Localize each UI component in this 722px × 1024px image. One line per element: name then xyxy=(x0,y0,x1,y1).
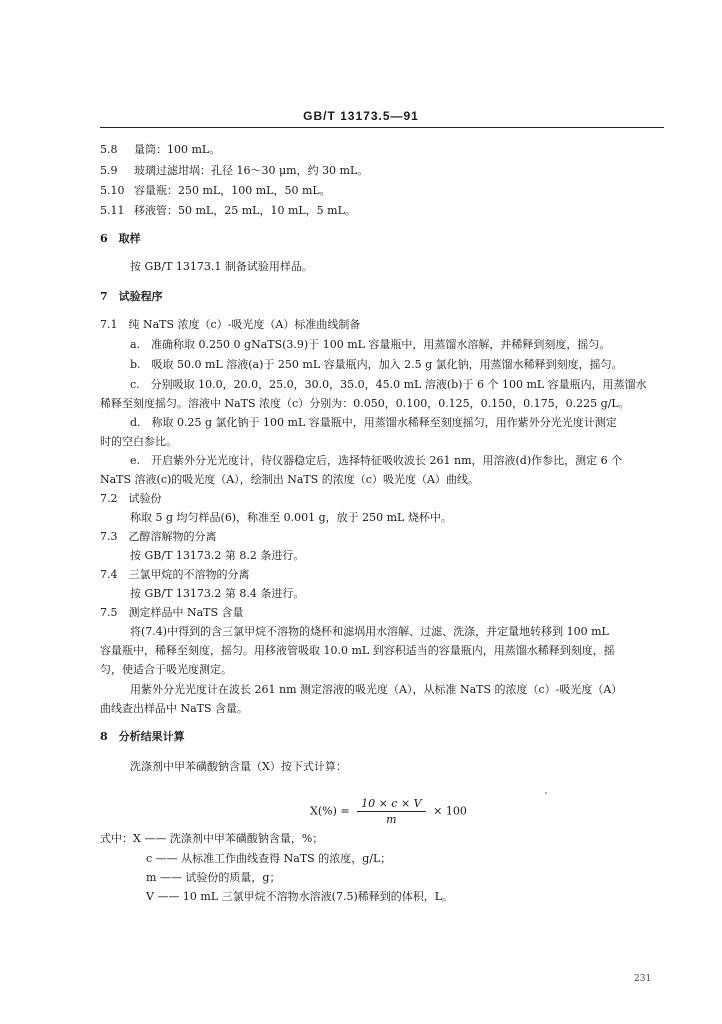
variable-definition: 式中：X —— 洗涤剂中甲苯磺酸钠含量，%； xyxy=(100,832,324,845)
paragraph-line: 匀，使适合于吸光度测定。 xyxy=(100,663,232,676)
variable-definition: V —— 10 mL 三氯甲烷不溶物水溶液(7.5)稀释到的体积，L。 xyxy=(146,890,454,903)
section-7-heading: 7 试验程序 xyxy=(100,290,163,303)
step-b: b. 吸取 50.0 mL 溶液(a)于 250 mL 容量瓶内，加入 2.5 g 氯化钠，用蒸馏水稀释到刻度，摇匀。 xyxy=(130,358,623,371)
list-item: 5.8 量筒：100 mL。 xyxy=(100,143,221,156)
subsection-7-2-body: 称取 5 g 均匀样品(6)，称准至 0.001 g，放于 250 mL 烧杯中。 xyxy=(130,511,452,524)
list-item: 5.9 玻璃过滤坩埚：孔径 16～30 μm，约 30 mL。 xyxy=(100,164,369,177)
step-e-line-2: NaTS 溶液(c)的吸光度（A），绘制出 NaTS 的浓度（c）吸光度（A）曲线。 xyxy=(100,473,479,486)
step-c-line-1: c. 分别吸取 10.0，20.0，25.0，30.0，35.0，45.0 mL 溶液(b)于 6 个 100 mL 容量瓶内，用蒸馏水 xyxy=(130,378,647,391)
list-item: 5.10 容量瓶：250 mL，100 mL，50 mL。 xyxy=(100,184,331,197)
paragraph-line: 曲线查出样品中 NaTS 含量。 xyxy=(100,702,249,715)
subsection-7-2-title: 7.2 试验份 xyxy=(100,492,162,505)
formula-rhs: × 100 xyxy=(433,804,467,818)
section-6-body: 按 GB/T 13173.1 制备试验用样品。 xyxy=(130,260,313,273)
paragraph-line: 将(7.4)中得到的含三氯甲烷不溶物的烧杯和滤埚用水溶解、过滤、洗涤，并定量地转移到 100 mL xyxy=(130,625,609,638)
step-e-line-1: e. 开启紫外分光光度计，待仪器稳定后，选择特征吸收波长 261 nm，用溶液(d)作参比，测定 6 个 xyxy=(130,454,623,467)
subsection-7-4-body: 按 GB/T 13173.2 第 8.4 条进行。 xyxy=(130,587,305,600)
formula-lhs: X(%) = xyxy=(310,804,350,818)
step-d-line-1: d. 称取 0.25 g 氯化钠于 100 mL 容量瓶中，用蒸馏水稀释至刻度摇匀，用作紫外分光光度计测定 xyxy=(130,416,617,429)
paragraph-line: 用紫外分光光度计在波长 261 nm 测定溶液的吸光度（A），从标准 NaTS 的浓度（c）-吸光度（A） xyxy=(130,683,623,696)
section-8-intro: 洗涤剂中甲苯磺酸钠含量（X）按下式计算： xyxy=(130,760,347,773)
subsection-7-4-title: 7.4 三氯甲烷的不溶物的分离 xyxy=(100,568,250,581)
variable-definition: c —— 从标准工作曲线查得 NaTS 的浓度，g/L； xyxy=(146,852,392,865)
page-number: 231 xyxy=(634,974,652,984)
step-a: a. 准确称取 0.250 0 gNaTS(3.9)于 100 mL 容量瓶中，用蒸馏水溶解，并稀释到刻度，摇匀。 xyxy=(130,338,611,351)
formula xyxy=(310,797,467,826)
scan-speck xyxy=(545,792,547,794)
step-c-line-2: 稀释至刻度摇匀。溶液中 NaTS 浓度（c）分别为：0.050，0.100，0.125，0.150，0.175，0.225 g/L。 xyxy=(100,397,630,410)
variable-definition: m —— 试验份的质量，g； xyxy=(146,871,281,884)
subsection-7-1-title: 7.1 纯 NaTS 浓度（c）-吸光度（A）标准曲线制备 xyxy=(100,318,361,331)
header-rule xyxy=(100,127,664,128)
formula-numerator: 10 × c × V xyxy=(357,797,426,812)
paragraph-line: 容量瓶中，稀释至刻度，摇匀。用移液管吸取 10.0 mL 到容积适当的容量瓶内，用蒸馏水稀释到刻度，摇 xyxy=(100,644,615,657)
subsection-7-5-title: 7.5 测定样品中 NaTS 含量 xyxy=(100,606,244,619)
formula-denominator: m xyxy=(386,813,397,826)
subsection-7-3-title: 7.3 乙醇溶解物的分离 xyxy=(100,530,217,543)
list-item: 5.11 移液管：50 mL，25 mL，10 mL，5 mL。 xyxy=(100,204,356,217)
section-8-heading: 8 分析结果计算 xyxy=(100,730,185,743)
page-header: GB/T 13173.5—91 xyxy=(303,109,419,123)
step-d-line-2: 时的空白参比。 xyxy=(100,435,177,448)
section-6-heading: 6 取样 xyxy=(100,232,141,245)
subsection-7-3-body: 按 GB/T 13173.2 第 8.2 条进行。 xyxy=(130,549,305,562)
formula-fraction xyxy=(357,797,426,826)
